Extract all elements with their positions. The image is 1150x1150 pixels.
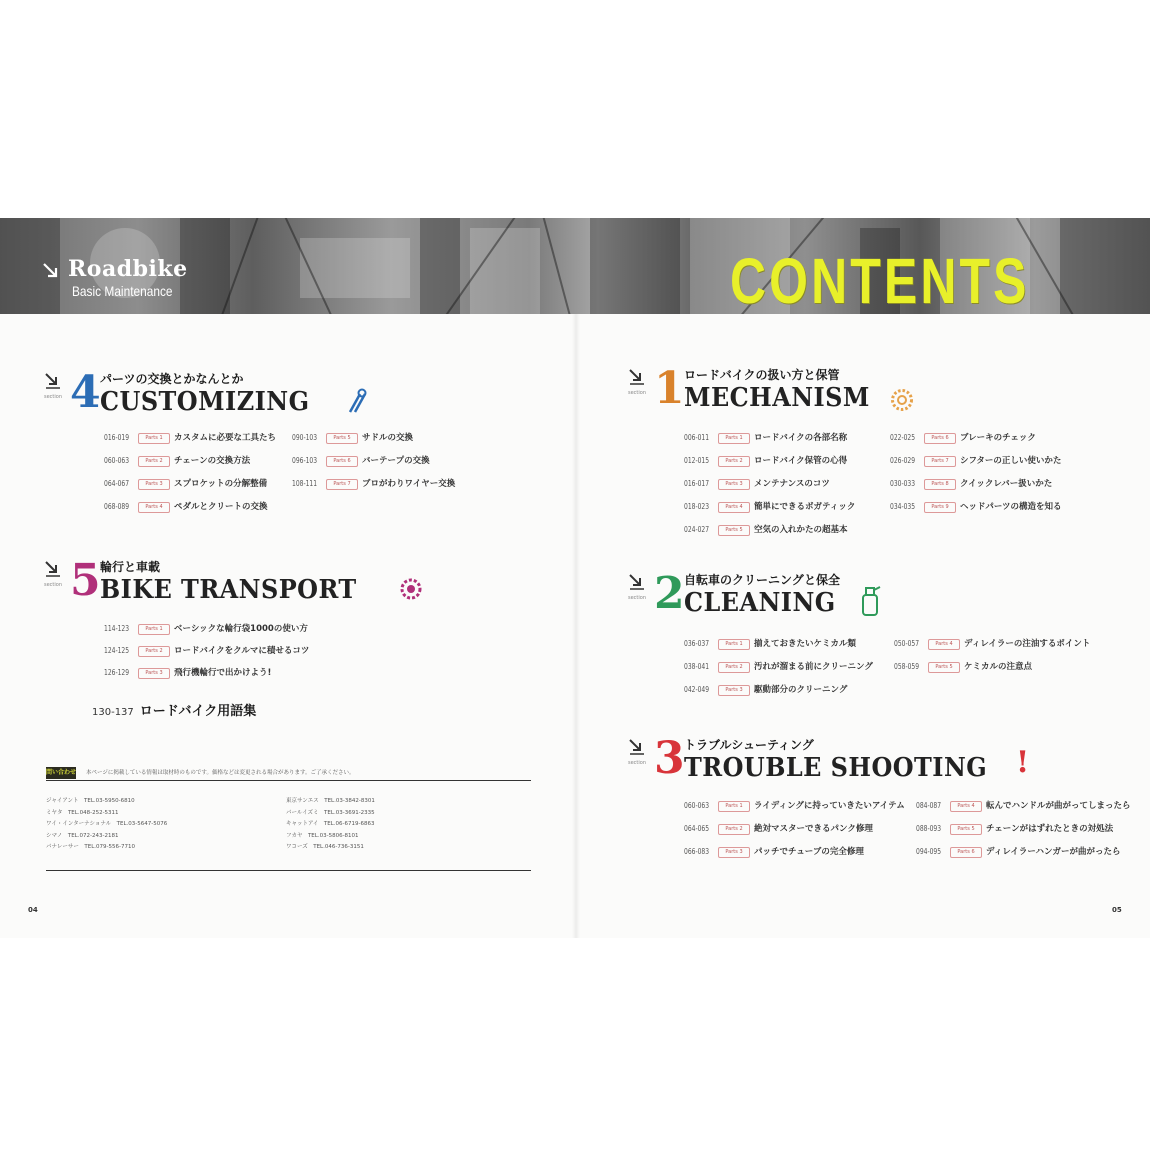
info-bottom-rule xyxy=(46,870,531,871)
section-arrow-icon xyxy=(628,738,646,756)
book-gutter xyxy=(572,218,580,938)
section-number: 2 xyxy=(654,568,685,619)
page-number-right: 05 xyxy=(1112,906,1122,914)
section-jp-title: パーツの交換とかなんとか xyxy=(100,372,244,386)
gear-icon xyxy=(890,388,914,412)
wrench-icon xyxy=(346,388,370,414)
info-right-column: 東京サンエス TEL.03-3842-8301 パールイズミ TEL.03-3691-2335 キャットアイ TEL.06-6719-6863 フカヤ TEL.03-5806-8101 ワコーズ TEL.046-736-3151 xyxy=(286,798,375,850)
section-jp-title: 自転車のクリーニングと保全 xyxy=(684,573,841,587)
section-number: 1 xyxy=(654,363,685,414)
page-title: CONTENTS xyxy=(730,245,1030,317)
section-en-title: CLEANING xyxy=(684,588,836,618)
glossary-title: ロードバイク用語集 xyxy=(139,704,257,719)
logo-arrow-icon xyxy=(42,262,62,282)
section-number: 3 xyxy=(654,733,685,784)
glossary-link[interactable] xyxy=(92,700,256,719)
section-jp-title: ロードバイクの扱い方と保管 xyxy=(684,368,840,382)
section-tag: section xyxy=(628,390,647,396)
section-tag: section xyxy=(44,394,63,400)
exclamation-mark: ! xyxy=(1016,745,1030,780)
section-arrow-icon xyxy=(628,368,646,386)
info-note: 本ページに掲載している情報は取材時のものです。価格などは変更される場合があります。ご了承ください。 xyxy=(86,770,355,776)
section-number: 5 xyxy=(70,555,101,606)
info-left-column: ジャイアント TEL.03-5950-6810 ミヤタ TEL.048-252-5311 ワイ・インターナショナル TEL.03-5647-5076 シマノ TEL.072-243-2181 パナレーサー TEL.079-556-7710 xyxy=(46,798,168,850)
contact-info-box xyxy=(46,766,531,874)
section-jp-title: トラブルシューティング xyxy=(684,738,814,752)
section-en-title: MECHANISM xyxy=(684,383,870,413)
logo-subtitle: Basic Maintenance xyxy=(72,283,173,299)
section-arrow-icon xyxy=(44,372,62,390)
glossary-pages: 130-137 xyxy=(92,707,134,718)
gear-icon xyxy=(400,578,422,600)
section-en-title: BIKE TRANSPORT xyxy=(100,575,357,605)
section-arrow-icon xyxy=(44,560,62,578)
section-en-title: TROUBLE SHOOTING xyxy=(684,753,988,783)
section-tag: section xyxy=(44,582,63,588)
spray-bottle-icon xyxy=(858,583,882,617)
section-arrow-icon xyxy=(628,573,646,591)
section-en-title: CUSTOMIZING xyxy=(100,387,310,417)
info-badge: 問い合わせ xyxy=(46,767,76,779)
section-tag: section xyxy=(628,760,647,766)
section-jp-title: 輪行と車載 xyxy=(100,560,161,574)
logo-name: Roadbike xyxy=(68,256,188,282)
page-number-left: 04 xyxy=(28,906,38,914)
section-tag: section xyxy=(628,595,647,601)
section-number: 4 xyxy=(70,367,101,418)
